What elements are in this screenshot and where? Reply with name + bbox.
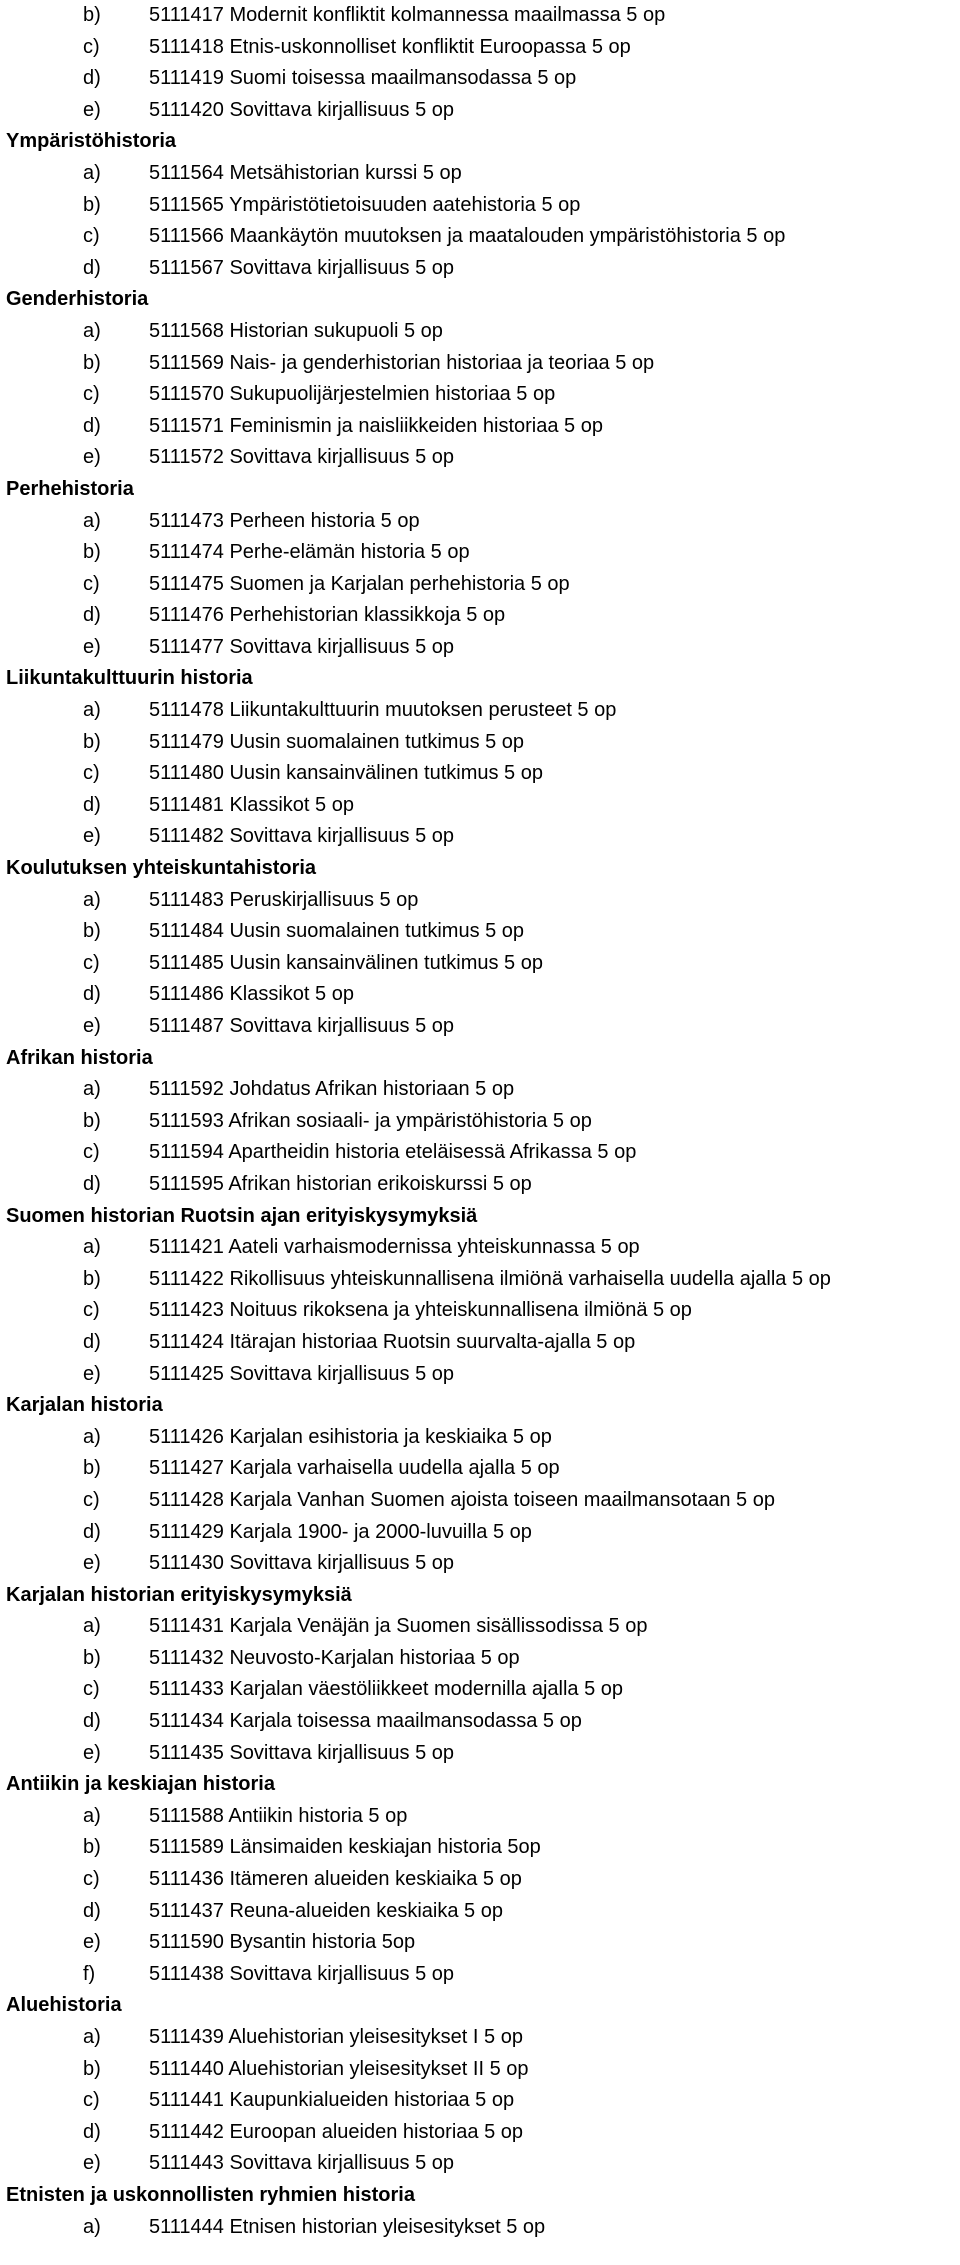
section-heading: Liikuntakulttuurin historia xyxy=(6,667,253,690)
item-letter: a) xyxy=(83,509,101,532)
course-item xyxy=(6,885,956,917)
course-item xyxy=(6,1453,956,1485)
course-item xyxy=(6,1232,956,1264)
section-heading: Afrikan historia xyxy=(6,1046,153,1069)
item-letter: c) xyxy=(83,225,100,248)
course-item xyxy=(6,1959,956,1991)
item-letter: e) xyxy=(83,446,101,469)
course-item xyxy=(6,632,956,664)
item-letter: b) xyxy=(83,920,101,943)
course-item xyxy=(6,0,956,32)
course-list-document xyxy=(6,0,956,2243)
section-heading: Karjalan historia xyxy=(6,1394,163,1417)
course-title: 5111433 Karjalan väestöliikkeet modernilla ajalla 5 op xyxy=(149,1678,624,1701)
course-title: 5111440 Aluehistorian yleisesitykset II 5 op xyxy=(149,2057,529,2080)
course-title: 5111437 Reuna-alueiden keskiaika 5 op xyxy=(149,1899,503,1922)
course-title: 5111569 Nais- ja genderhistorian historiaa ja teoriaa 5 op xyxy=(149,351,655,374)
item-letter: a) xyxy=(83,1078,101,1101)
course-title: 5111435 Sovittava kirjallisuus 5 op xyxy=(149,1741,454,1764)
course-title: 5111427 Karjala varhaisella uudella ajalla 5 op xyxy=(149,1457,560,1480)
course-title: 5111475 Suomen ja Karjalan perhehistoria 5 op xyxy=(149,572,570,595)
course-item xyxy=(6,63,956,95)
course-item xyxy=(6,1674,956,1706)
course-title: 5111420 Sovittava kirjallisuus 5 op xyxy=(149,98,454,121)
course-title: 5111432 Neuvosto-Karjalan historiaa 5 op xyxy=(149,1646,520,1669)
course-item xyxy=(6,1422,956,1454)
course-item xyxy=(6,2085,956,2117)
item-letter: a) xyxy=(83,2026,101,2048)
item-letter: a) xyxy=(83,888,101,911)
course-title: 5111485 Uusin kansainvälinen tutkimus 5 op xyxy=(149,951,543,974)
item-letter: d) xyxy=(83,2120,101,2143)
course-title: 5111425 Sovittava kirjallisuus 5 op xyxy=(149,1362,454,1385)
course-title: 5111436 Itämeren alueiden keskiaika 5 op xyxy=(149,1868,522,1891)
course-title: 5111590 Bysantin historia 5op xyxy=(149,1931,416,1954)
course-item xyxy=(6,1548,956,1580)
course-item xyxy=(6,537,956,569)
item-letter: c) xyxy=(83,1141,100,1164)
course-title: 5111486 Klassikot 5 op xyxy=(149,983,354,1006)
item-letter: d) xyxy=(83,256,101,279)
item-letter: b) xyxy=(83,4,101,26)
course-title: 5111564 Metsähistorian kurssi 5 op xyxy=(149,161,462,184)
course-title: 5111482 Sovittava kirjallisuus 5 op xyxy=(149,825,454,848)
course-title: 5111588 Antiikin historia 5 op xyxy=(149,1804,408,1827)
item-letter: b) xyxy=(83,1836,101,1859)
item-letter: e) xyxy=(83,635,101,658)
course-title: 5111572 Sovittava kirjallisuus 5 op xyxy=(149,446,454,469)
item-letter: a) xyxy=(83,1425,101,1448)
course-title: 5111431 Karjala Venäjän ja Suomen sisällissodissa 5 op xyxy=(149,1615,648,1638)
item-letter: d) xyxy=(83,983,101,1006)
course-title: 5111481 Klassikot 5 op xyxy=(149,793,354,816)
course-title: 5111565 Ympäristötietoisuuden aatehistoria 5 op xyxy=(149,193,581,216)
item-letter: a) xyxy=(83,2215,101,2238)
section-heading: Etnisten ja uskonnollisten ryhmien historia xyxy=(6,2183,415,2206)
section-heading: Karjalan historian erityiskysymyksiä xyxy=(6,1583,352,1606)
item-letter: c) xyxy=(83,383,100,406)
course-title: 5111419 Suomi toisessa maailmansodassa 5 op xyxy=(149,67,577,90)
course-title: 5111594 Apartheidin historia eteläisessä Afrikassa 5 op xyxy=(149,1141,637,1164)
item-letter: d) xyxy=(83,604,101,627)
course-item xyxy=(6,158,956,190)
item-letter: d) xyxy=(83,1899,101,1922)
course-title: 5111424 Itärajan historiaa Ruotsin suurvalta-ajalla 5 op xyxy=(149,1330,636,1353)
course-title: 5111423 Noituus rikoksena ja yhteiskunnallisena ilmiönä 5 op xyxy=(149,1299,692,1322)
course-title: 5111567 Sovittava kirjallisuus 5 op xyxy=(149,256,454,279)
course-item xyxy=(6,916,956,948)
course-item xyxy=(6,1106,956,1138)
item-letter: d) xyxy=(83,1330,101,1353)
item-letter: c) xyxy=(83,762,100,785)
item-letter: c) xyxy=(83,1868,100,1891)
section-heading: Aluehistoria xyxy=(6,1994,122,2017)
course-item xyxy=(6,2117,956,2149)
section-heading: Antiikin ja keskiajan historia xyxy=(6,1773,275,1796)
course-item xyxy=(6,758,956,790)
course-title: 5111477 Sovittava kirjallisuus 5 op xyxy=(149,635,454,658)
course-item xyxy=(6,1169,956,1201)
course-item xyxy=(6,1611,956,1643)
course-item xyxy=(6,1074,956,1106)
item-letter: c) xyxy=(83,572,100,595)
course-title: 5111571 Feminismin ja naisliikkeiden historiaa 5 op xyxy=(149,414,603,437)
item-letter: a) xyxy=(83,319,101,342)
course-title: 5111426 Karjalan esihistoria ja keskiaika 5 op xyxy=(149,1425,552,1448)
section-heading: Perhehistoria xyxy=(6,477,134,500)
course-item xyxy=(6,1359,956,1391)
item-letter: e) xyxy=(83,825,101,848)
course-item xyxy=(6,253,956,285)
course-title: 5111438 Sovittava kirjallisuus 5 op xyxy=(149,1962,454,1985)
item-letter: e) xyxy=(83,1741,101,1764)
item-letter: d) xyxy=(83,1172,101,1195)
course-item xyxy=(6,1011,956,1043)
course-title: 5111430 Sovittava kirjallisuus 5 op xyxy=(149,1552,454,1575)
item-letter: b) xyxy=(83,1646,101,1669)
course-item xyxy=(6,1738,956,1770)
course-title: 5111418 Etnis-uskonnolliset konfliktit Euroopassa 5 op xyxy=(149,35,631,58)
course-item xyxy=(6,348,956,380)
course-item xyxy=(6,506,956,538)
item-letter: e) xyxy=(83,1552,101,1575)
course-item xyxy=(6,948,956,980)
section-heading: Genderhistoria xyxy=(6,288,149,311)
item-letter: b) xyxy=(83,193,101,216)
item-letter: e) xyxy=(83,1931,101,1954)
course-title: 5111483 Peruskirjallisuus 5 op xyxy=(149,888,419,911)
item-letter: e) xyxy=(83,2152,101,2175)
course-title: 5111480 Uusin kansainvälinen tutkimus 5 op xyxy=(149,762,543,785)
item-letter: c) xyxy=(83,2089,100,2112)
course-item xyxy=(6,2054,956,2086)
course-title: 5111589 Länsimaiden keskiajan historia 5op xyxy=(149,1836,541,1859)
course-item xyxy=(6,1896,956,1928)
course-item xyxy=(6,442,956,474)
item-letter: a) xyxy=(83,1615,101,1638)
item-letter: c) xyxy=(83,951,100,974)
item-letter: b) xyxy=(83,2057,101,2080)
section-heading: Koulutuksen yhteiskuntahistoria xyxy=(6,857,317,880)
course-item xyxy=(6,727,956,759)
item-letter: d) xyxy=(83,414,101,437)
course-item xyxy=(6,379,956,411)
item-letter: a) xyxy=(83,699,101,722)
course-item xyxy=(6,2022,956,2054)
item-letter: b) xyxy=(83,1457,101,1480)
course-item xyxy=(6,569,956,601)
course-item xyxy=(6,1485,956,1517)
course-title: 5111441 Kaupunkialueiden historiaa 5 op xyxy=(149,2089,515,2112)
item-letter: e) xyxy=(83,1015,101,1037)
course-title: 5111421 Aateli varhaismodernissa yhteiskunnassa 5 op xyxy=(149,1236,640,1259)
item-letter: d) xyxy=(83,793,101,816)
course-title: 5111478 Liikuntakulttuurin muutoksen perusteet 5 op xyxy=(149,699,617,722)
course-title: 5111566 Maankäytön muutoksen ja maatalouden ympäristöhistoria 5 op xyxy=(149,225,786,248)
course-title: 5111479 Uusin suomalainen tutkimus 5 op xyxy=(149,730,525,753)
course-title: 5111444 Etnisen historian yleisesitykset 5 op xyxy=(149,2215,546,2238)
course-title: 5111442 Euroopan alueiden historiaa 5 op xyxy=(149,2120,524,2143)
item-letter: b) xyxy=(83,1267,101,1290)
item-letter: d) xyxy=(83,1520,101,1543)
course-item xyxy=(6,221,956,253)
course-title: 5111417 Modernit konfliktit kolmannessa maailmassa 5 op xyxy=(149,4,666,26)
item-letter: b) xyxy=(83,351,101,374)
item-letter: b) xyxy=(83,1109,101,1132)
course-item xyxy=(6,1137,956,1169)
course-item xyxy=(6,2212,956,2244)
section-heading: Ympäristöhistoria xyxy=(6,130,177,153)
course-title: 5111473 Perheen historia 5 op xyxy=(149,509,420,532)
course-item xyxy=(6,790,956,822)
course-title: 5111428 Karjala Vanhan Suomen ajoista toiseen maailmansotaan 5 op xyxy=(149,1488,775,1511)
course-item xyxy=(6,2148,956,2180)
course-item xyxy=(6,1295,956,1327)
item-letter: b) xyxy=(83,730,101,753)
course-title: 5111568 Historian sukupuoli 5 op xyxy=(149,319,443,342)
course-item xyxy=(6,1864,956,1896)
course-title: 5111592 Johdatus Afrikan historiaan 5 op xyxy=(149,1078,515,1101)
course-title: 5111422 Rikollisuus yhteiskunnallisena ilmiönä varhaisella uudella ajalla 5 op xyxy=(149,1267,831,1290)
item-letter: a) xyxy=(83,1804,101,1827)
course-item xyxy=(6,1801,956,1833)
item-letter: f) xyxy=(83,1962,96,1985)
course-item xyxy=(6,1517,956,1549)
course-item xyxy=(6,32,956,64)
item-letter: c) xyxy=(83,35,100,58)
course-title: 5111487 Sovittava kirjallisuus 5 op xyxy=(149,1015,454,1037)
item-letter: e) xyxy=(83,98,101,121)
course-item xyxy=(6,1327,956,1359)
section-heading: Suomen historian Ruotsin ajan erityiskysymyksiä xyxy=(6,1204,478,1227)
course-item xyxy=(6,190,956,222)
item-letter: a) xyxy=(83,1236,101,1259)
item-letter: d) xyxy=(83,67,101,90)
item-letter: c) xyxy=(83,1678,100,1701)
course-title: 5111593 Afrikan sosiaali- ja ympäristöhistoria 5 op xyxy=(149,1109,592,1132)
course-title: 5111443 Sovittava kirjallisuus 5 op xyxy=(149,2152,454,2175)
course-title: 5111484 Uusin suomalainen tutkimus 5 op xyxy=(149,920,525,943)
course-item xyxy=(6,95,956,127)
item-letter: a) xyxy=(83,161,101,184)
course-item xyxy=(6,1927,956,1959)
course-item xyxy=(6,1706,956,1738)
course-title: 5111439 Aluehistorian yleisesitykset I 5 op xyxy=(149,2026,523,2048)
item-letter: c) xyxy=(83,1488,100,1511)
item-letter: e) xyxy=(83,1362,101,1385)
course-item xyxy=(6,979,956,1011)
item-letter: c) xyxy=(83,1299,100,1322)
course-title: 5111429 Karjala 1900- ja 2000-luvuilla 5 op xyxy=(149,1520,532,1543)
course-item xyxy=(6,1832,956,1864)
course-item xyxy=(6,821,956,853)
item-letter: d) xyxy=(83,1710,101,1733)
course-item xyxy=(6,316,956,348)
course-title: 5111476 Perhehistorian klassikkoja 5 op xyxy=(149,604,506,627)
item-letter: b) xyxy=(83,541,101,564)
course-title: 5111595 Afrikan historian erikoiskurssi 5 op xyxy=(149,1172,532,1195)
course-item xyxy=(6,411,956,443)
course-title: 5111570 Sukupuolijärjestelmien historiaa 5 op xyxy=(149,383,556,406)
course-item xyxy=(6,1264,956,1296)
course-item xyxy=(6,600,956,632)
course-item xyxy=(6,1643,956,1675)
course-title: 5111474 Perhe-elämän historia 5 op xyxy=(149,541,470,564)
course-item xyxy=(6,695,956,727)
course-title: 5111434 Karjala toisessa maailmansodassa 5 op xyxy=(149,1710,582,1733)
